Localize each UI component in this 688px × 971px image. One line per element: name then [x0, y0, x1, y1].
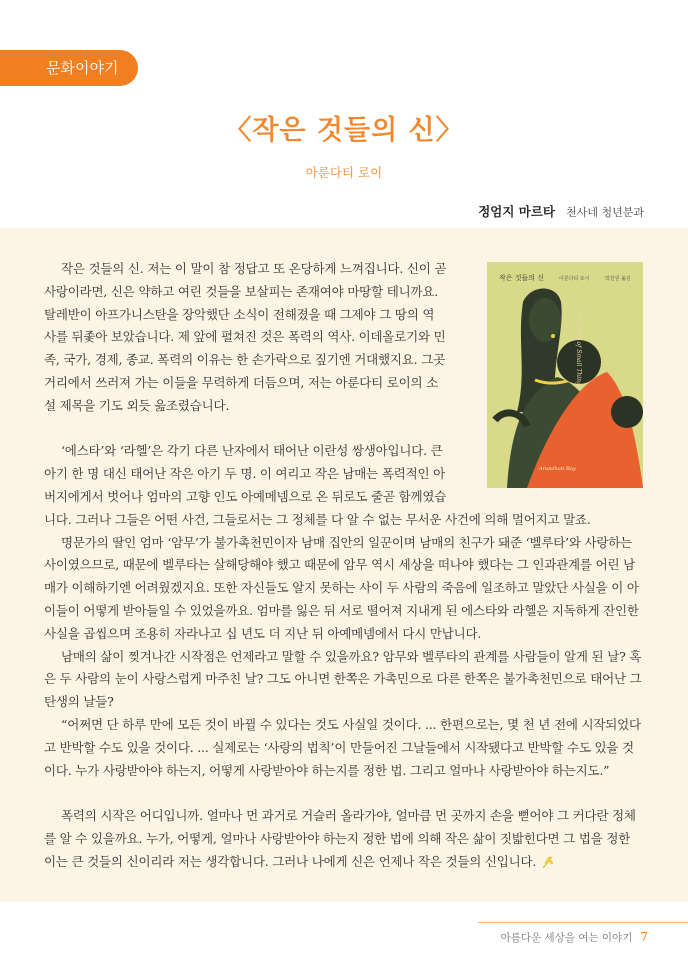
cover-translator: 박찬원 옮김	[605, 276, 631, 282]
article-body	[44, 258, 644, 874]
text-line: 작은 것들의 신. 저는 이 말이 참 정답고 또 온당하게 느껴집니다. 신이 곧	[61, 261, 447, 276]
article-subtitle: 아룬다티 로이	[305, 165, 383, 180]
cover-author-latin: Arundhati Roy	[539, 466, 576, 472]
text-line: 사를 뒤좇아 보았습니다. 제 앞에 펼쳐진 것은 폭력의 역사. 이데올로기와 민	[44, 329, 446, 345]
paragraph-6	[44, 805, 644, 873]
paragraph-5-quote: “어쩌면 단 하루 만에 모든 것이 바뀔 수 있다는 것도 사실일 것이다. ... 한편으로는, 몇 천 년 전에 시작되었다고 반박할 수도 있을 것이다. ... 실제로는 ‘사랑의 법칙’이 만들어진 그날들에서 시작됐다고 반박할 수도 있을 것이다. 누가 사랑받아야 하는지, 어떻게 사랑받아야 하는지를 정한 법. 그리고 얼마나 사랑받아야 하는지도.”	[44, 716, 641, 778]
footer-rule	[478, 922, 688, 923]
text-line: 아기 한 명 대신 태어난 작은 아기 두 명. 이 여리고 작은 남매는 폭력적인 아	[44, 466, 445, 482]
paragraph-2-continued: 니다. 그러나 그들은 어떤 사건, 그들로서는 그 정체를 다 알 수 없는 무서운 사건에 의해 멀어지고 말죠.	[44, 511, 591, 527]
page-footer	[501, 930, 648, 945]
paragraph-2	[44, 440, 464, 508]
paragraph-1	[44, 258, 464, 418]
magazine-name: 아름다운 세상을 여는 이야기	[500, 932, 633, 944]
article-title: 〈작은 것들의 신〉	[224, 115, 464, 146]
paragraph-4: 남매의 삶이 찢겨나간 시작점은 언제라고 말할 수 있을까요? 암무와 벨루타의 관계를 사람들이 알게 된 날? 혹은 두 사람의 눈이 사랑스럽게 마주친 날? 그도 아니면 한쪽은 가촉민으로 다른 한쪽은 불가촉천민으로 태어난 그 탄생의 날들?	[44, 648, 642, 710]
cover-spine-text: The God of Small Things	[575, 314, 582, 389]
paragraph-6-text: 폭력의 시작은 어디입니까. 얼마나 먼 과거로 거슬러 올라가야, 얼마큼 먼 곳까지 손을 뻗어야 그 커다란 정체를 알 수 있을까요. 누가, 어떻게, 얼마나 사랑받아야 하는지 정한 법에 의해 작은 삶이 짓밟힌다면 그 법을 정한 이는 큰 것들의 신이리라 저는 생각합니다. 그러나 나에게 신은 언제나 작은 것들의 신입니다.	[44, 808, 636, 869]
text-line: ‘에스타’와 ‘라헬’은 각기 다른 난자에서 태어난 이란성 쌍생아입니다. 큰	[61, 443, 443, 459]
text-line: 버지에게서 벗어나 엄마의 고향 인도 아예메넴으로 온 뒤로도 줄곧 함께였습	[44, 488, 447, 504]
text-line: 사랑이라면, 신은 약하고 여린 것들을 보살피는 존재여야 마땅할 테니까요.	[44, 283, 438, 299]
section-tab: 문화이야기	[0, 50, 138, 86]
wheat-sprig-icon	[540, 854, 556, 870]
text-line: 족, 국가, 경제, 종교. 폭력의 이유는 한 손가락으로 짚기엔 거대했지요. 그곳	[44, 352, 445, 368]
author-name: 정엄지 마르타	[478, 204, 556, 219]
cover-author: 아룬다티 로이	[559, 276, 590, 282]
text-line: 설 제목을 기도 외듯 읊조렸습니다.	[44, 397, 230, 413]
text-line: 탈레반이 아프가니스탄을 장악했단 소식이 전해졌을 때 그제야 그 땅의 역	[44, 306, 435, 322]
text-line: 거리에서 쓰러져 가는 이들을 무력하게 더듬으며, 저는 아룬다티 로이의 소	[44, 374, 438, 390]
byline	[478, 201, 644, 220]
paragraph-3: 명문가의 딸인 엄마 ‘암무’가 불가촉천민이자 남매 집안의 일꾼이며 남매의 친구가 돼준 ‘벨루타’와 사랑하는 사이였으므로, 때문에 벨루타는 살해당해야 했고 때문에 암무 역시 세상을 떠나야 했다는 그 인과관계를 어린 남매가 이해하기엔 어려웠겠지요. 또한 자신들도 알지 못하는 사이 두 사람의 죽음에 일조하고 말았단 사실을 이 아이들이 어떻게 받아들일 수 있었을까요. 엄마를 잃은 뒤 서로 떨어져 지내게 된 에스타와 라헬은 지독하게 잔인한 사실을 곱씹으며 조용히 자라나고 십 년도 더 지난 뒤 아예메넴에서 다시 만납니다.	[44, 534, 639, 641]
page-number: 7	[640, 930, 648, 944]
author-affiliation: 천사네 청년분과	[566, 206, 644, 219]
cover-title: 작은 것들의 신	[499, 274, 545, 282]
